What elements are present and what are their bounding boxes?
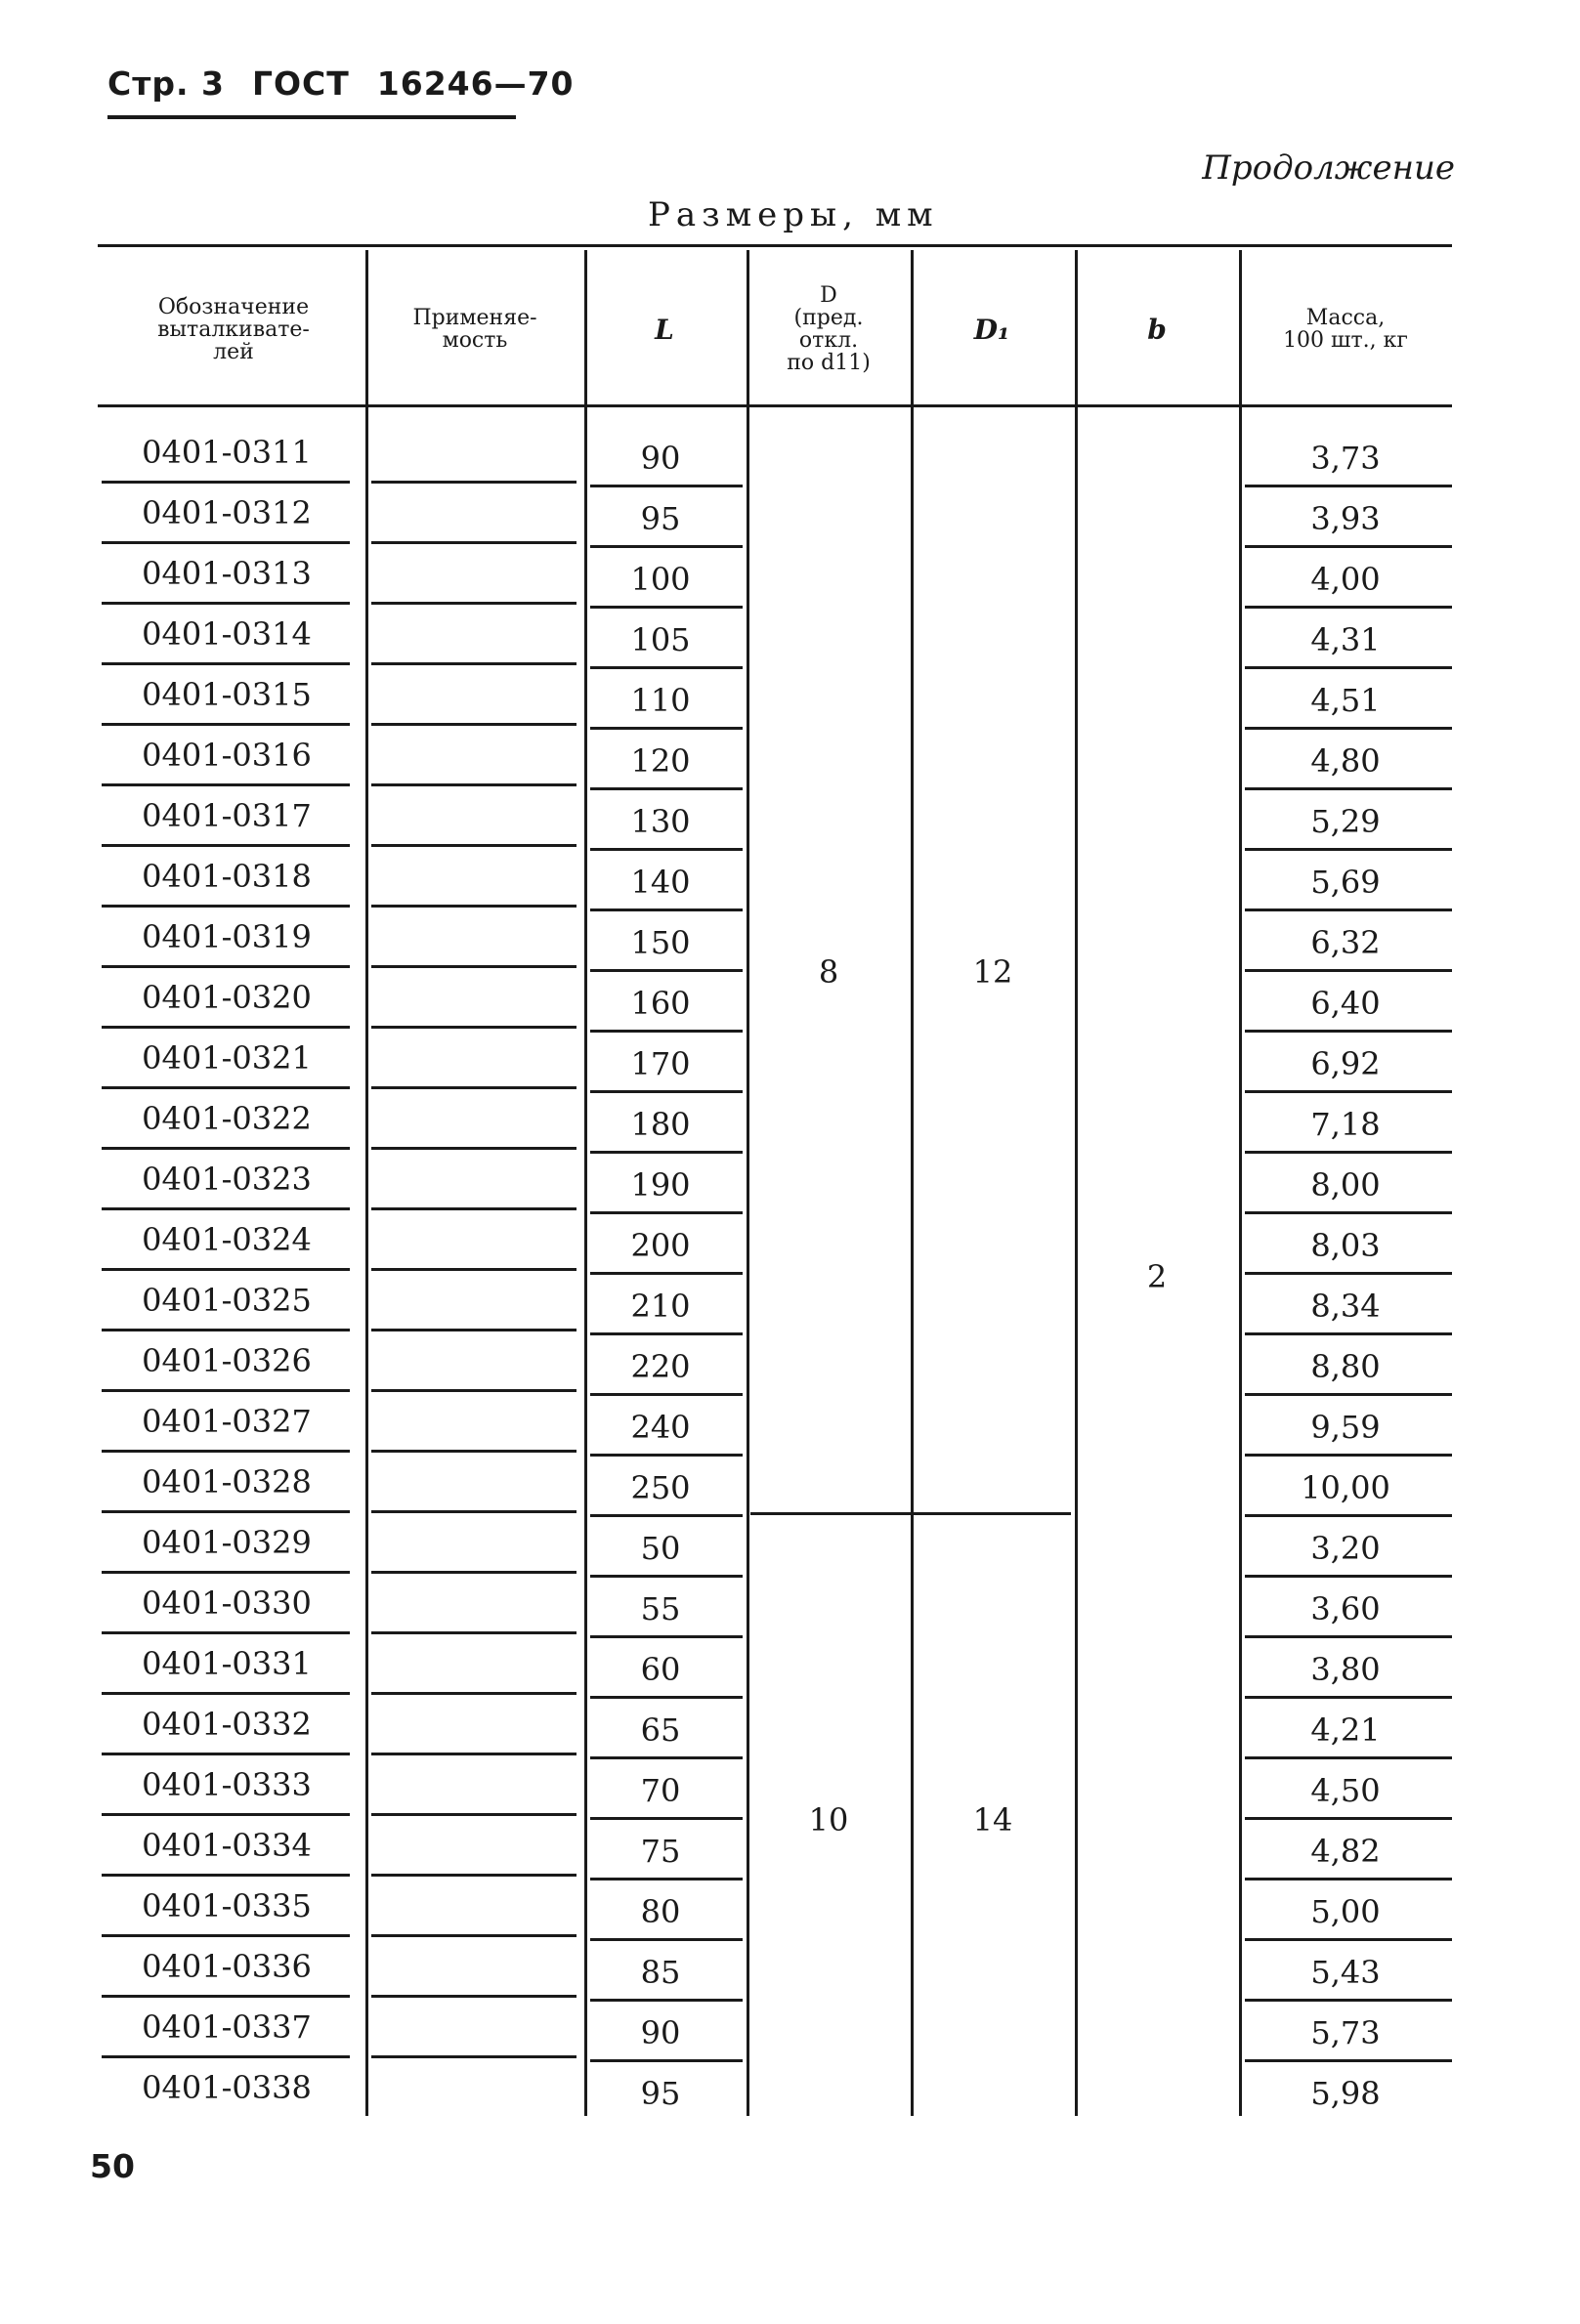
row-rule (1245, 606, 1452, 609)
row-rule (590, 1756, 743, 1759)
row-rule (102, 541, 350, 544)
row-rule (1245, 787, 1452, 790)
row-rule (102, 2055, 350, 2058)
row-rule (102, 783, 350, 786)
row-rule (1245, 727, 1452, 730)
row-mass: 3,20 (1310, 1530, 1381, 1567)
row-rule (371, 844, 576, 847)
standard-label: ГОСТ (251, 64, 350, 103)
row-code: 0401-0319 (142, 918, 312, 955)
row-code: 0401-0326 (142, 1342, 312, 1379)
row-mass: 8,03 (1310, 1227, 1381, 1264)
row-rule (1245, 545, 1452, 548)
row-rule (371, 1207, 576, 1210)
row-code: 0401-0312 (142, 494, 312, 531)
row-rule (1245, 1756, 1452, 1759)
row-mass: 4,21 (1310, 1711, 1381, 1749)
row-mass: 4,50 (1310, 1772, 1381, 1809)
row-code: 0401-0316 (142, 737, 312, 774)
row-length: 150 (630, 924, 691, 961)
row-mass: 5,00 (1310, 1893, 1381, 1930)
row-rule (371, 1813, 576, 1816)
row-rule (590, 969, 743, 972)
row-rule (1245, 1272, 1452, 1275)
row-rule (102, 965, 350, 968)
table-header-rule (98, 404, 1452, 407)
row-rule (371, 1571, 576, 1574)
group-D1-value: 12 (972, 953, 1013, 991)
row-rule (371, 1026, 576, 1029)
row-mass: 5,73 (1310, 2014, 1381, 2051)
row-mass: 8,00 (1310, 1166, 1381, 1204)
row-rule (1245, 1575, 1452, 1578)
row-rule (590, 2059, 743, 2062)
row-rule (590, 848, 743, 851)
row-mass: 6,40 (1310, 985, 1381, 1022)
row-code: 0401-0330 (142, 1585, 312, 1622)
row-mass: 6,32 (1310, 924, 1381, 961)
row-rule (1245, 848, 1452, 851)
header-designation: Обозначение выталкивате- лей (157, 294, 310, 364)
row-rule (102, 844, 350, 847)
standard-number: 16246—70 (376, 64, 575, 103)
row-length: 95 (640, 500, 681, 537)
row-mass: 5,98 (1310, 2075, 1381, 2112)
row-rule (102, 1026, 350, 1029)
row-code: 0401-0321 (142, 1039, 312, 1077)
row-length: 75 (640, 1833, 681, 1870)
row-rule (371, 662, 576, 665)
row-rule (1245, 1030, 1452, 1033)
row-rule (102, 1631, 350, 1634)
row-mass: 8,80 (1310, 1348, 1381, 1385)
header-b: b (1147, 313, 1167, 346)
row-rule (1245, 908, 1452, 911)
row-rule (1245, 1938, 1452, 1941)
row-rule (102, 1389, 350, 1392)
row-mass: 9,59 (1310, 1409, 1381, 1446)
row-rule (1245, 1090, 1452, 1093)
row-rule (371, 1874, 576, 1877)
row-code: 0401-0314 (142, 615, 312, 653)
row-rule (102, 481, 350, 484)
row-mass: 4,82 (1310, 1833, 1381, 1870)
row-mass: 7,18 (1310, 1106, 1381, 1143)
row-rule (590, 1514, 743, 1517)
header-applicability: Применяе- мость (412, 306, 537, 353)
row-code: 0401-0311 (142, 434, 312, 471)
row-code: 0401-0325 (142, 1282, 312, 1319)
row-length: 110 (630, 682, 691, 719)
row-rule (590, 1817, 743, 1820)
row-rule (371, 1692, 576, 1695)
row-rule (1245, 1454, 1452, 1457)
row-rule (590, 1635, 743, 1638)
row-rule (102, 1934, 350, 1937)
row-length: 80 (640, 1893, 681, 1930)
row-code: 0401-0329 (142, 1524, 312, 1561)
header-mass: Масса, 100 шт., кг (1283, 306, 1408, 353)
row-rule (590, 908, 743, 911)
row-rule (590, 1151, 743, 1154)
row-code: 0401-0328 (142, 1463, 312, 1500)
row-rule (590, 1575, 743, 1578)
row-rule (102, 1995, 350, 1998)
row-rule (102, 1329, 350, 1331)
row-length: 85 (640, 1954, 681, 1991)
row-rule (590, 1090, 743, 1093)
row-rule (371, 481, 576, 484)
row-length: 140 (630, 864, 691, 901)
row-length: 210 (630, 1288, 691, 1325)
row-length: 65 (640, 1711, 681, 1749)
header-D: D (пред. откл. по d11) (787, 283, 871, 375)
row-rule (102, 1874, 350, 1877)
row-mass: 3,73 (1310, 440, 1381, 477)
row-rule (371, 1510, 576, 1513)
row-rule (590, 1999, 743, 2002)
continuation-label: Продолжение (1202, 148, 1455, 188)
row-rule (1245, 1332, 1452, 1335)
row-rule (1245, 1696, 1452, 1699)
row-rule (371, 723, 576, 726)
row-code: 0401-0331 (142, 1645, 312, 1682)
page-label: Стр. 3 (107, 64, 225, 103)
row-length: 55 (640, 1590, 681, 1627)
row-rule (1245, 485, 1452, 487)
row-rule (590, 1696, 743, 1699)
row-rule (371, 602, 576, 605)
row-rule (102, 723, 350, 726)
row-length: 100 (630, 561, 691, 598)
row-mass: 8,34 (1310, 1288, 1381, 1325)
row-rule (102, 1692, 350, 1695)
row-rule (1245, 1999, 1452, 2002)
row-code: 0401-0333 (142, 1766, 312, 1803)
row-rule (371, 2055, 576, 2058)
row-rule (371, 1631, 576, 1634)
row-rule (102, 662, 350, 665)
row-rule (590, 1938, 743, 1941)
row-rule (102, 1571, 350, 1574)
row-code: 0401-0336 (142, 1948, 312, 1985)
row-rule (102, 1147, 350, 1150)
row-rule (371, 1995, 576, 1998)
row-rule (590, 1393, 743, 1396)
row-rule (590, 606, 743, 609)
group-D-value: 8 (818, 953, 839, 991)
group-D-value: 10 (808, 1801, 849, 1838)
row-rule (590, 1878, 743, 1880)
row-rule (102, 905, 350, 908)
row-mass: 5,69 (1310, 864, 1381, 901)
group-rule (750, 1512, 1071, 1515)
row-rule (1245, 969, 1452, 972)
row-code: 0401-0334 (142, 1827, 312, 1864)
row-mass: 6,92 (1310, 1045, 1381, 1082)
row-rule (371, 1329, 576, 1331)
row-rule (590, 727, 743, 730)
row-length: 130 (630, 803, 691, 840)
row-code: 0401-0322 (142, 1100, 312, 1137)
row-rule (102, 1268, 350, 1271)
row-rule (1245, 1211, 1452, 1214)
row-mass: 3,60 (1310, 1590, 1381, 1627)
row-rule (1245, 1514, 1452, 1517)
row-rule (102, 1086, 350, 1089)
row-rule (102, 1813, 350, 1816)
row-code: 0401-0332 (142, 1706, 312, 1743)
row-length: 70 (640, 1772, 681, 1809)
row-rule (590, 666, 743, 669)
row-rule (590, 1332, 743, 1335)
row-mass: 3,80 (1310, 1651, 1381, 1688)
row-code: 0401-0318 (142, 858, 312, 895)
row-length: 170 (630, 1045, 691, 1082)
row-code: 0401-0324 (142, 1221, 312, 1258)
row-code: 0401-0313 (142, 555, 312, 592)
row-rule (371, 1753, 576, 1755)
group-D1-value: 14 (972, 1801, 1013, 1838)
row-rule (590, 545, 743, 548)
row-rule (1245, 1878, 1452, 1880)
row-rule (371, 541, 576, 544)
row-length: 90 (640, 440, 681, 477)
row-mass: 10,00 (1301, 1469, 1390, 1506)
row-length: 50 (640, 1530, 681, 1567)
row-length: 105 (630, 621, 691, 658)
row-rule (1245, 2059, 1452, 2062)
row-length: 200 (630, 1227, 691, 1264)
row-rule (590, 787, 743, 790)
row-rule (371, 965, 576, 968)
column-separator (365, 250, 368, 2116)
column-separator (1075, 250, 1078, 2116)
row-rule (102, 1450, 350, 1453)
row-code: 0401-0317 (142, 797, 312, 834)
row-length: 240 (630, 1409, 691, 1446)
row-length: 250 (630, 1469, 691, 1506)
row-rule (590, 1454, 743, 1457)
table-top-rule (98, 244, 1452, 247)
row-rule (590, 1030, 743, 1033)
row-rule (1245, 1393, 1452, 1396)
row-rule (590, 1211, 743, 1214)
row-rule (102, 602, 350, 605)
row-rule (371, 1086, 576, 1089)
row-length: 90 (640, 2014, 681, 2051)
row-length: 220 (630, 1348, 691, 1385)
row-rule (371, 1934, 576, 1937)
row-code: 0401-0338 (142, 2069, 312, 2106)
row-code: 0401-0337 (142, 2008, 312, 2046)
row-rule (590, 1272, 743, 1275)
row-length: 160 (630, 985, 691, 1022)
row-rule (1245, 666, 1452, 669)
row-code: 0401-0323 (142, 1161, 312, 1198)
row-mass: 3,93 (1310, 500, 1381, 537)
row-rule (1245, 1151, 1452, 1154)
row-mass: 4,51 (1310, 682, 1381, 719)
row-rule (371, 1450, 576, 1453)
row-rule (1245, 1635, 1452, 1638)
row-code: 0401-0320 (142, 979, 312, 1016)
row-code: 0401-0327 (142, 1403, 312, 1440)
header-L: L (655, 313, 674, 346)
dimensions-caption: Размеры, мм (648, 195, 939, 234)
row-rule (371, 1268, 576, 1271)
row-length: 95 (640, 2075, 681, 2112)
row-rule (371, 905, 576, 908)
row-mass: 4,00 (1310, 561, 1381, 598)
row-length: 60 (640, 1651, 681, 1688)
row-mass: 5,29 (1310, 803, 1381, 840)
row-rule (102, 1207, 350, 1210)
row-rule (102, 1753, 350, 1755)
row-code: 0401-0335 (142, 1887, 312, 1924)
b-value: 2 (1146, 1258, 1168, 1295)
row-length: 180 (630, 1106, 691, 1143)
row-mass: 4,80 (1310, 742, 1381, 780)
row-code: 0401-0315 (142, 676, 312, 713)
row-mass: 5,43 (1310, 1954, 1381, 1991)
row-rule (102, 1510, 350, 1513)
row-rule (371, 1147, 576, 1150)
row-length: 120 (630, 742, 691, 780)
row-rule (371, 1389, 576, 1392)
row-length: 190 (630, 1166, 691, 1204)
page-number: 50 (90, 2147, 135, 2185)
header-D1: D₁ (973, 313, 1010, 346)
row-rule (371, 783, 576, 786)
row-rule (590, 485, 743, 487)
row-rule (1245, 1817, 1452, 1820)
row-mass: 4,31 (1310, 621, 1381, 658)
